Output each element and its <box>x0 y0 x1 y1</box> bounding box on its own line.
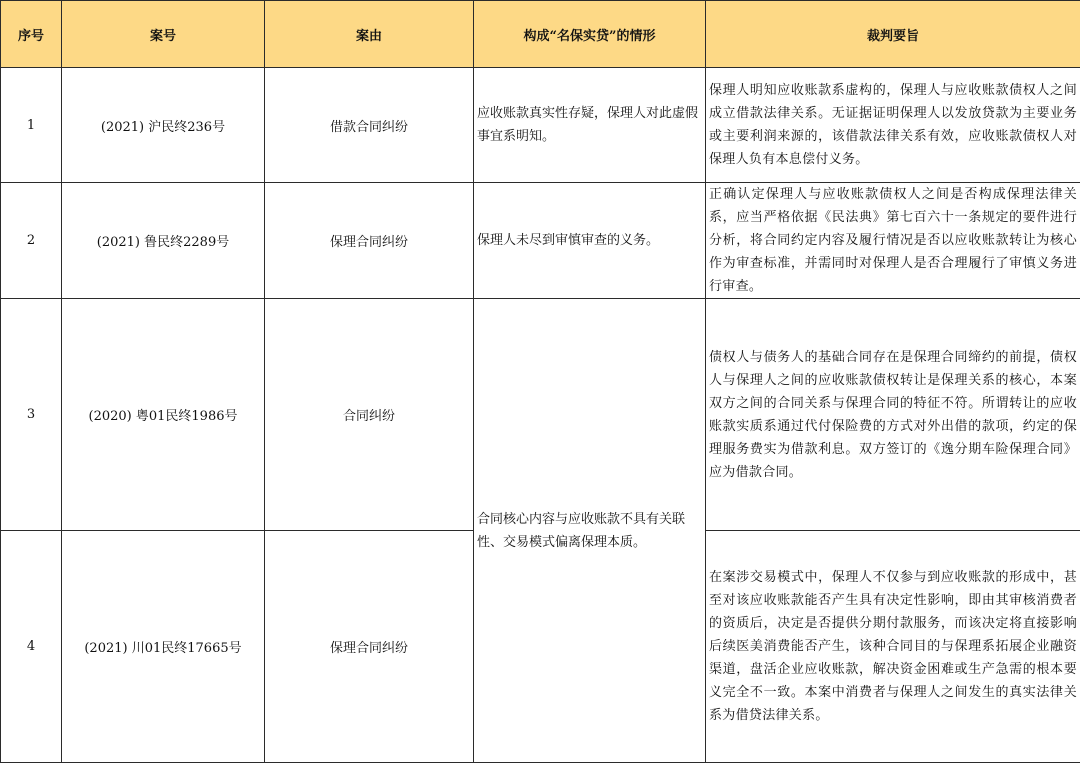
holding-text: 债权人与债务人的基础合同存在是保理合同缔约的前提，债权人与保理人之间的应收账款债权转让是保理关系的核心，本案双方之间的合同关系与保理合同的特征不符。所谓转让的应收账款实质系通过代付保险费的方式对外出借的款项，约定的保理服务费实为借款利息。双方签订的《逸分期车险保理合同》应为借款合同。 <box>706 299 1080 531</box>
header-cause: 案由 <box>265 1 474 68</box>
holding-text: 在案涉交易模式中，保理人不仅参与到应收账款的形成中，甚至对该应收账款能否产生具有决定性影响，即由其审核消费者的资质后，决定是否提供分期付款服务，而该决定将直接影响后续医美消费能否产生，该种合同目的与保理系拓展企业融资渠道，盘活企业应收账款，解决资金困难或生产急需的根本要义完全不一致。本案中消费者与保理人之间发生的真实法律关系为借贷法律关系。 <box>706 531 1080 763</box>
row-number: 2 <box>1 183 62 299</box>
header-holding: 裁判要旨 <box>706 1 1080 68</box>
case-number: (2020) 粤01民终1986号 <box>62 299 265 531</box>
case-number: (2021) 川01民终17665号 <box>62 531 265 763</box>
header-seq: 序号 <box>1 1 62 68</box>
table-row <box>1 299 1080 531</box>
row-number: 4 <box>1 531 62 763</box>
row-number: 3 <box>1 299 62 531</box>
case-number: (2021) 鲁民终2289号 <box>62 183 265 299</box>
situation-text: 保理人未尽到审慎审查的义务。 <box>474 183 706 299</box>
header-row <box>1 1 1080 68</box>
table-row <box>1 183 1080 299</box>
situation-text: 应收账款真实性存疑，保理人对此虚假事宜系明知。 <box>474 68 706 183</box>
case-cause: 借款合同纠纷 <box>265 68 474 183</box>
situation-text: 合同核心内容与应收账款不具有关联性、交易模式偏离保理本质。 <box>474 299 706 763</box>
case-number: (2021) 沪民终236号 <box>62 68 265 183</box>
header-situation: 构成“名保实贷”的情形 <box>474 1 706 68</box>
case-cause: 保理合同纠纷 <box>265 531 474 763</box>
header-case-no: 案号 <box>62 1 265 68</box>
case-cause: 保理合同纠纷 <box>265 183 474 299</box>
holding-text: 正确认定保理人与应收账款债权人之间是否构成保理法律关系，应当严格依据《民法典》第七百六十一条规定的要件进行分析，将合同约定内容及履行情况是否以应收账款转让为核心作为审查标准，并需同时对保理人是否合理履行了审慎义务进行审查。 <box>706 183 1080 299</box>
table-row <box>1 68 1080 183</box>
case-cause: 合同纠纷 <box>265 299 474 531</box>
row-number: 1 <box>1 68 62 183</box>
holding-text: 保理人明知应收账款系虚构的，保理人与应收账款债权人之间成立借款法律关系。无证据证明保理人以发放贷款为主要业务或主要利润来源的，该借款法律关系有效，应收账款债权人对保理人负有本息偿付义务。 <box>706 68 1080 183</box>
